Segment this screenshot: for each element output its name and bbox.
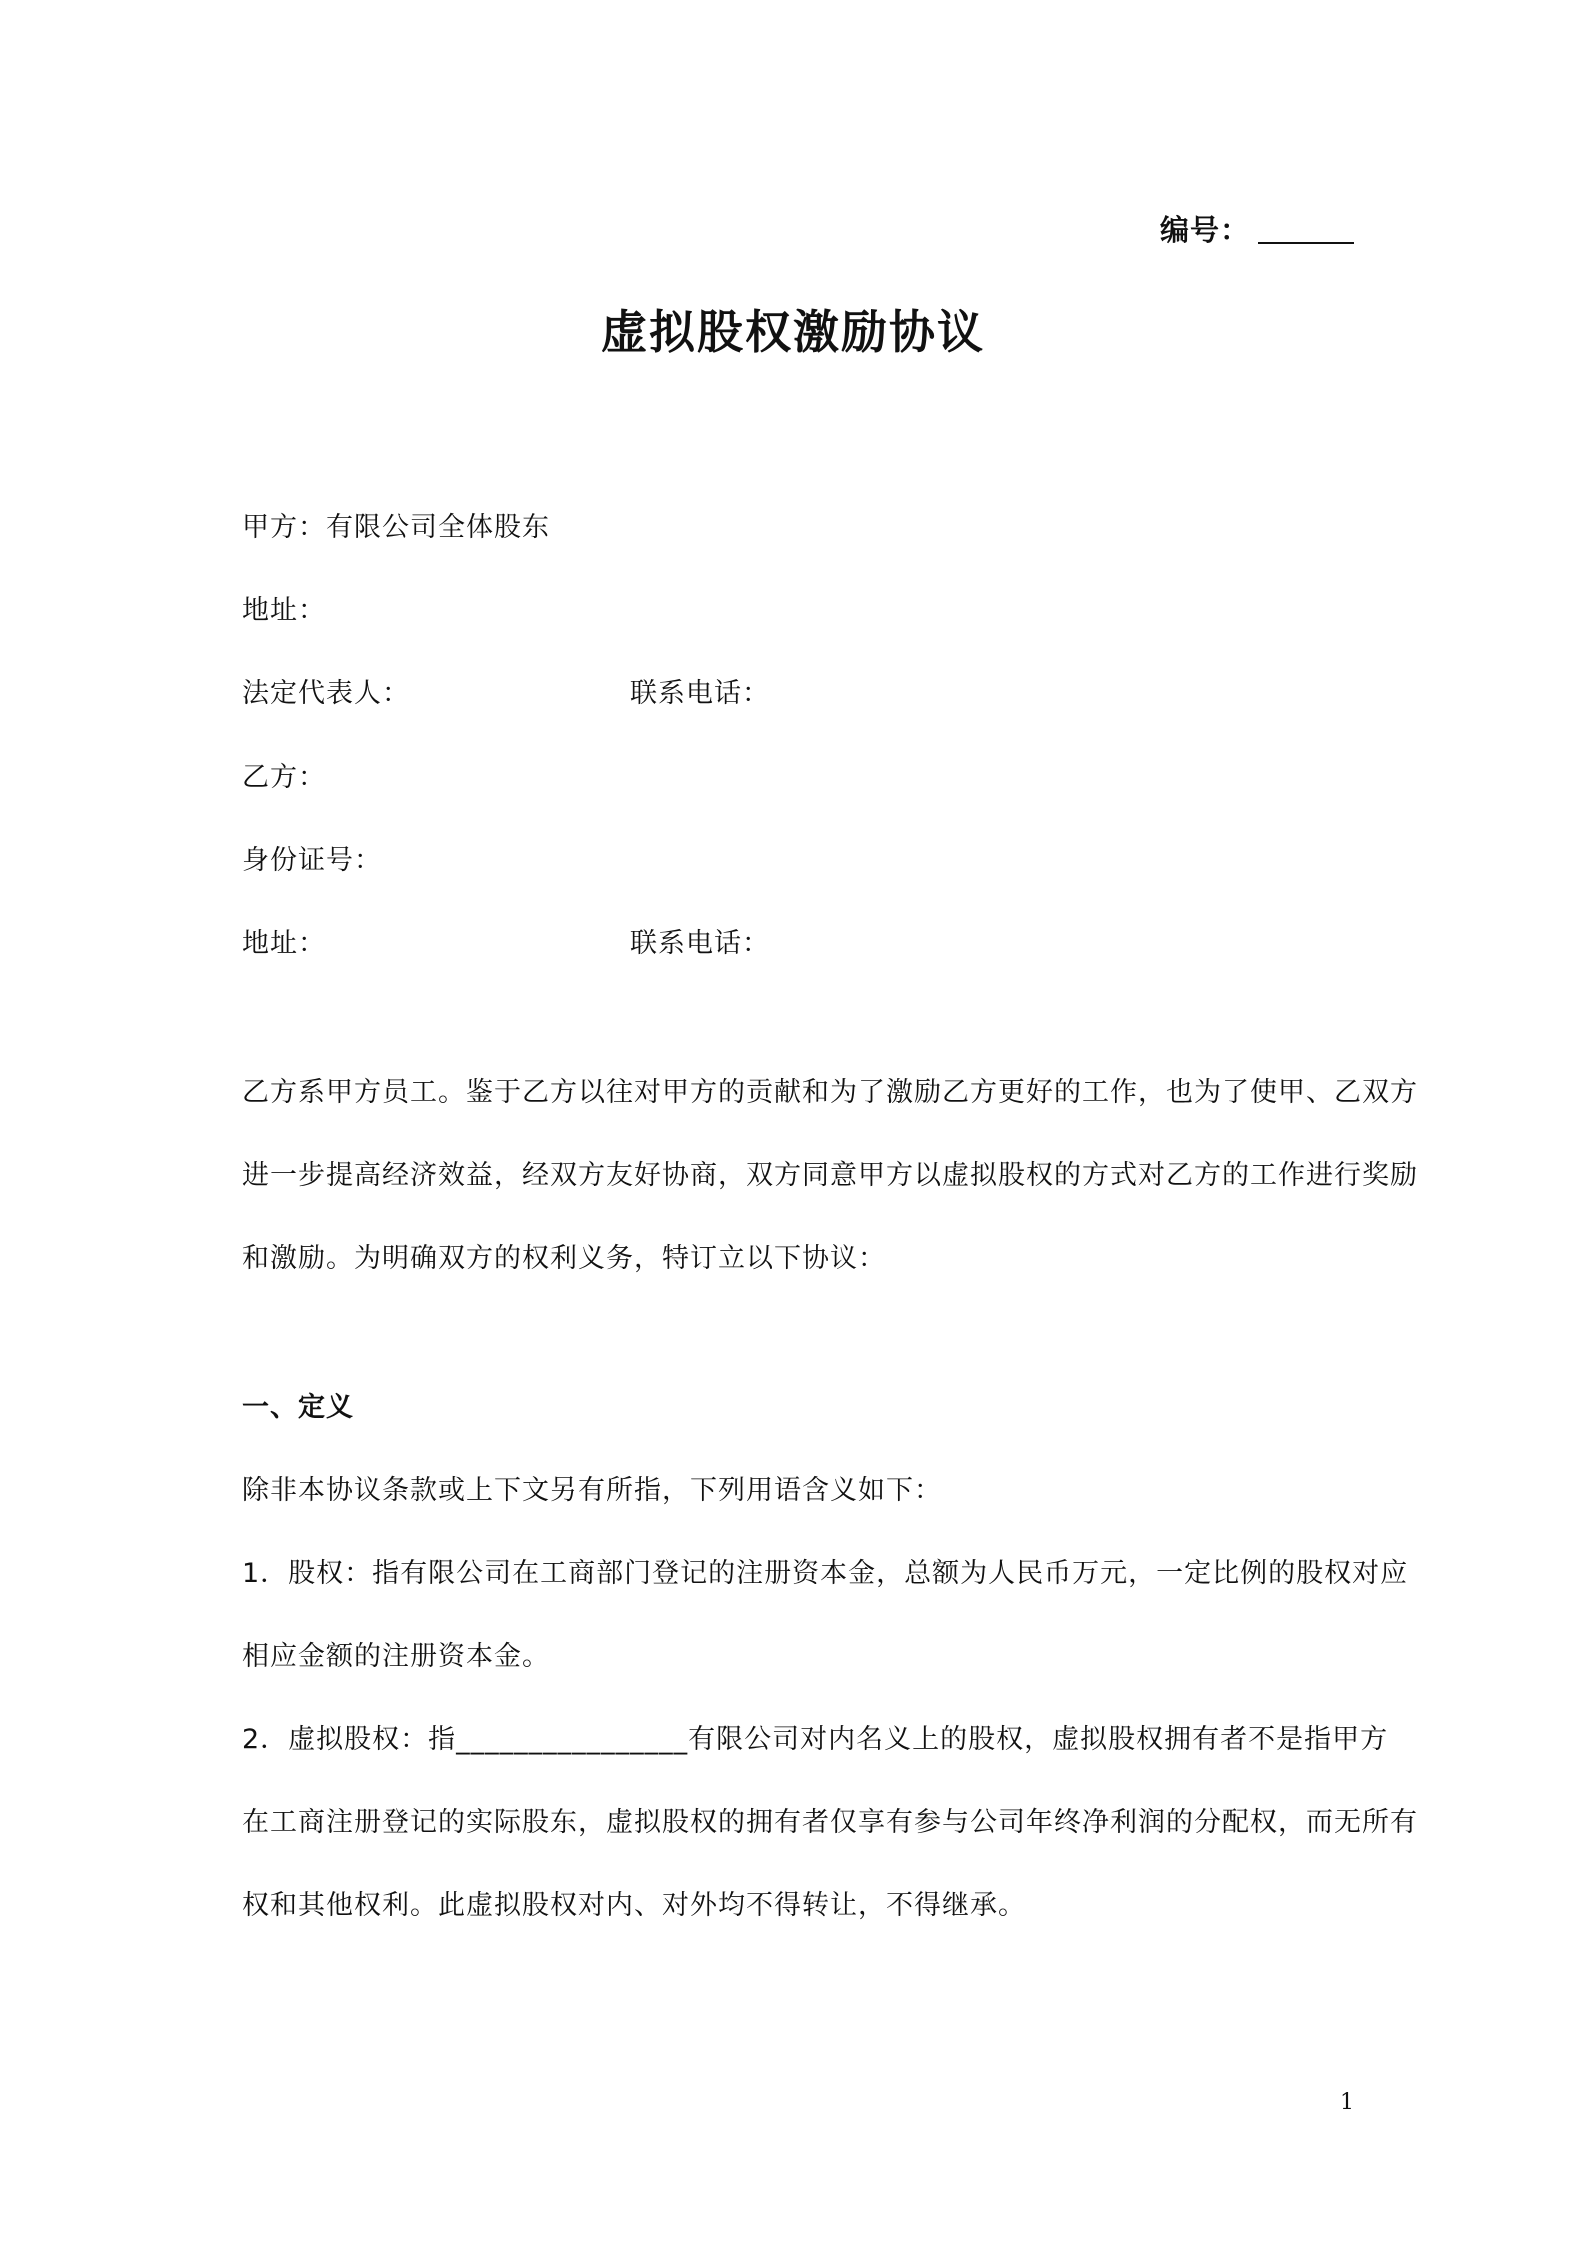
definitions-intro: 除非本协议条款或上下文另有所指，下列用语含义如下： — [242, 1475, 942, 1506]
document-number-blank — [1258, 214, 1354, 244]
definition-2-line-1: 2．虚拟股权：指________________有限公司对内名义上的股权，虚拟股权拥有者不是指甲方 — [242, 1724, 1389, 1755]
document-number — [1160, 208, 1354, 249]
party-b-line: 乙方： — [242, 762, 326, 793]
definition-1-line-1: 1．股权：指有限公司在工商部门登记的注册资本金，总额为人民币万元，一定比例的股权对应 — [242, 1558, 1409, 1589]
definition-2-line-2: 在工商注册登记的实际股东，虚拟股权的拥有者仅享有参与公司年终净利润的分配权，而无所有 — [242, 1807, 1418, 1838]
definition-2-line-3: 权和其他权利。此虚拟股权对内、对外均不得转让，不得继承。 — [242, 1890, 1026, 1921]
party-b-id-number: 身份证号： — [242, 845, 382, 876]
page-number: 1 — [1340, 2090, 1354, 2115]
party-b-phone: 联系电话： — [630, 928, 770, 959]
legal-representative: 法定代表人： — [242, 678, 410, 709]
preamble-line-1: 乙方系甲方员工。鉴于乙方以往对甲方的贡献和为了激励乙方更好的工作，也为了使甲、乙双方 — [242, 1077, 1418, 1108]
definition-1-line-2: 相应金额的注册资本金。 — [242, 1641, 550, 1672]
party-a-line: 甲方：有限公司全体股东 — [242, 512, 550, 543]
section-heading-definitions: 一、定义 — [242, 1392, 354, 1423]
document-title: 虚拟股权激励协议 — [601, 305, 985, 359]
document-number-label: 编号： — [1159, 213, 1250, 247]
party-a-phone: 联系电话： — [630, 678, 770, 709]
preamble-line-2: 进一步提高经济效益，经双方友好协商，双方同意甲方以虚拟股权的方式对乙方的工作进行奖励 — [242, 1160, 1418, 1191]
preamble-line-3: 和激励。为明确双方的权利义务，特订立以下协议： — [242, 1243, 886, 1274]
party-b-address: 地址： — [242, 928, 326, 959]
party-a-address: 地址： — [242, 595, 326, 626]
